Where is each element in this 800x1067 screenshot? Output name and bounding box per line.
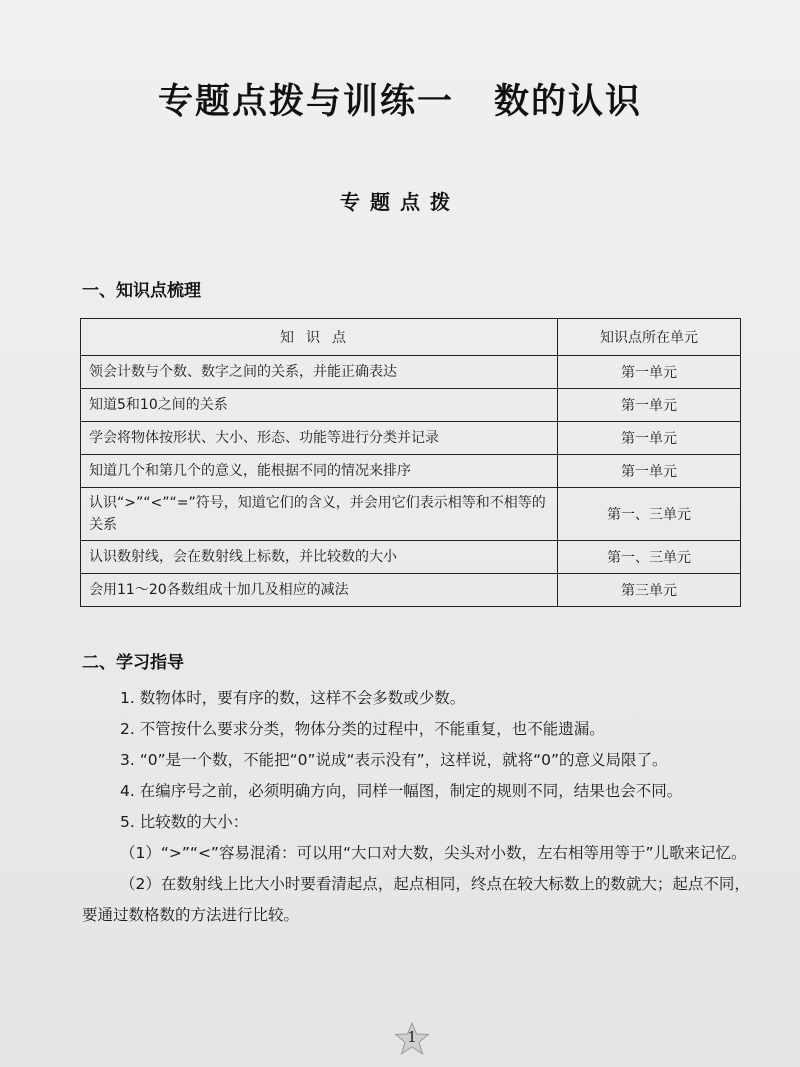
guidance-list [82,683,750,931]
page-subtitle: 专题点拨 [340,190,460,214]
knowledge-point-cell: 知道5和10之间的关系 [81,389,558,422]
knowledge-point-cell: 学会将物体按形状、大小、形态、功能等进行分类并记录 [81,422,558,455]
column-header-unit: 知识点所在单元 [558,319,741,356]
title-part-topic: 专题点拨与训练一 [157,82,454,122]
section-heading-guidance: 二、学习指导 [82,653,184,673]
table-row [81,356,741,389]
unit-cell: 第一、三单元 [558,488,741,541]
guidance-item: （1）“>”“<”容易混淆：可以用“大口对大数，尖头对小数，左右相等用等于”儿歌来记忆。 [120,844,747,862]
table-row [81,389,741,422]
section-heading-knowledge: 一、知识点梳理 [82,281,201,301]
page-title [0,74,800,124]
title-part-subject: 数的认识 [494,82,643,122]
guidance-item: 5. 比较数的大小： [120,813,249,831]
guidance-item: 3. “0”是一个数，不能把“0”说成“表示没有”，这样说，就将“0”的意义局限了。 [120,751,668,769]
unit-cell: 第一单元 [558,389,741,422]
column-header-knowledge-point: 知识点 [81,319,558,356]
table-row [81,541,741,574]
knowledge-point-cell: 领会计数与个数、数字之间的关系，并能正确表达 [81,356,558,389]
table-row [81,488,741,541]
guidance-item: （2）在数射线上比大小时要看清起点，起点相同，终点在较大标数上的数就大；起点不同，要通过数格数的方法进行比较。 [82,875,750,924]
knowledge-point-cell: 认识数射线，会在数射线上标数，并比较数的大小 [81,541,558,574]
guidance-item: 1. 数物体时，要有序的数，这样不会多数或少数。 [120,689,466,707]
page-number-badge [394,1022,430,1056]
knowledge-point-cell: 会用11～20各数组成十加几及相应的减法 [81,574,558,607]
table-row [81,574,741,607]
page-number: 1 [407,1028,417,1046]
unit-cell: 第三单元 [558,574,741,607]
table-row [81,422,741,455]
unit-cell: 第一单元 [558,455,741,488]
guidance-item: 2. 不管按什么要求分类，物体分类的过程中，不能重复，也不能遗漏。 [120,720,605,738]
unit-cell: 第一、三单元 [558,541,741,574]
table-header-row [81,319,741,356]
guidance-item: 4. 在编序号之前，必须明确方向，同样一幅图，制定的规则不同，结果也会不同。 [120,782,683,800]
knowledge-table [80,318,741,607]
unit-cell: 第一单元 [558,422,741,455]
knowledge-point-cell: 认识“>”“<”“=”符号，知道它们的含义，并会用它们表示相等和不相等的关系 [81,488,558,541]
unit-cell: 第一单元 [558,356,741,389]
knowledge-point-cell: 知道几个和第几个的意义，能根据不同的情况来排序 [81,455,558,488]
table-row [81,455,741,488]
